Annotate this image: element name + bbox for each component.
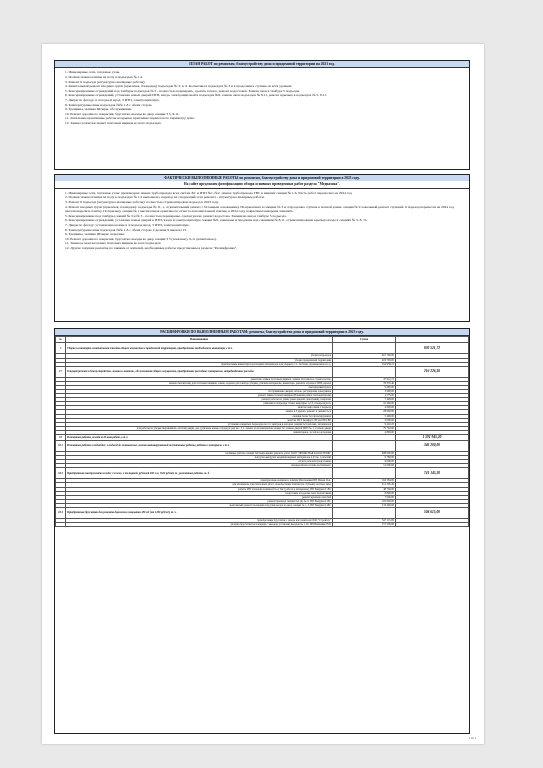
row-number: 17 — [56, 366, 66, 377]
fact-item: 8. Температурные швы подъездов №№ 1-8 с обеих сторон. Сделаны 9 швов из 15. — [65, 227, 187, 232]
row-name: светофорный купол — [66, 385, 333, 389]
col-sum-header: Сумма — [333, 337, 396, 343]
table-row — [56, 508, 469, 519]
plan-item: 9. Трещины, заливка Штыры, обслуживание. — [65, 107, 133, 112]
fact-item: 5. Консервирование под тамбуры секций № 3 и № 5 - полностью переварены, сделан уклон, ремонт водостока. Заменили окна в тамбуре 5 подъезда. — [65, 213, 287, 218]
row-sum: 9 000,00 — [333, 460, 396, 464]
row-number — [56, 523, 66, 527]
fact-item: 10. Ремонт дорожного покрытия, брусчатка, въезды во двор секции 3 5 (локально), 9-11 (капитально). — [65, 236, 217, 241]
decode-section — [54, 328, 470, 734]
row-name: наливные работы секции №6 выполнение ремонта работ ООО "ПРОФСНАБ КАТАСТРОФ" — [66, 452, 333, 456]
row-name: уборка подъездов — [66, 354, 333, 358]
plan-item: 6. Консервирование ограждений, установка новых дверей ИТП, входа, электрощитовой в подъездах №9, замена окон подъездов № 8,11, ремонт крыльца в подъездах № 5, 8,11. — [65, 93, 327, 98]
row-name: Ремонтные работы, исходя из Плана работ, в т.ч. — [66, 435, 333, 441]
row-name: замена смесителей, доп почтовых ящиков, замок, заделка для электро-уборки, уличная материалы, инвентарь, ремонта ограды в ИТП, краска — [66, 381, 333, 385]
fact-item: 3. Ремонт 6 подъезда (штукатурно-малярные работы): полностью отремонтирован подъезд в 2023 году. — [65, 200, 219, 204]
row-sum — [333, 343, 396, 354]
fact-item: 1. Инженерные сети, тепловые узлы: произведена замена трубопровода всех систем ХС и ИТП №1, №2, замена трубопровода ГВС в нижних секции № 1-6. Часть работ перенесена на 2024 год. — [65, 190, 353, 195]
fact-item: 12. Другие текущие ремонты по заявкам от жителей, необходимые работы представлены в разделе "Расшифровка". — [65, 245, 238, 250]
fact-subtitle: На сайте предложим фотофиксацию обзора основных проведенных работ раздела "Медиазона". — [55, 181, 469, 188]
decode-table — [55, 336, 469, 527]
row-sum: 4 600,00 — [333, 406, 396, 410]
fact-section — [54, 174, 470, 322]
row-sum: 165 000,00 — [333, 499, 396, 503]
row-name: подготовка в подложе тепл подготовкой — [66, 491, 333, 495]
row-name: Ремонтные работы в подъездах: в подъезд до монтажных, замена антинарушенной посчитанные работы, работы в материале, в т.ч. — [66, 441, 333, 452]
row-name: установка закрытых подъездов по гос центров в которых секции №9 рабочих, материалов — [66, 422, 333, 426]
row-sum: 3 000,00 — [333, 418, 396, 422]
row-sum: 78 335,40 — [333, 381, 396, 385]
table-row — [56, 366, 469, 377]
plan-item: 7. Двери по фасаду: в 4 подъезд ирод, 3 ИТП, электрощитовую. — [65, 97, 160, 102]
row-sum: 133 400,00 — [333, 503, 396, 507]
fact-item: 6. Консервирование ограждений, установка новых дверей в ИТП, входа и электрощитовую секции №9, заменены и продлены над секциями № 8,11, отремонтированы крыльца входа в секциях № 5, 8, 11. — [65, 218, 368, 223]
table-row — [56, 441, 469, 452]
row-sum: 164 938,72 — [333, 362, 396, 366]
row-sum: 461 790,00 — [333, 354, 396, 358]
row-total: 504 615,00 — [396, 508, 469, 519]
row-name: Текущий ремонт и благоустройство, замена и монтаж, обслуживание общего имущества, приобретение расходных материалов, непредвиденные расходы — [66, 366, 333, 377]
row-sum: 79 702,00 — [333, 426, 396, 430]
plan-item: 12. Замена и монтаж новых почтовых ящиков во всех подъездах. — [65, 120, 162, 125]
plan-section — [54, 60, 470, 170]
row-sum: 7 428,00 — [333, 398, 396, 402]
col-name-header: Наименование — [66, 337, 333, 343]
decode-title: РАСШИФРОВКИ ПО ВЫПОЛНЕННЫМ РАБОТАМ: ремонты, благоустройство дома и придомовой территории в 2023 году. — [55, 329, 469, 336]
row-name: ремонт работы по улице (окна дверей, доводчики), покраски — [66, 398, 333, 402]
row-number: 18.1 — [56, 441, 66, 452]
row-sum: 203 793,00 — [333, 358, 396, 362]
row-name: инвентарное, за тепло расходная — [66, 430, 333, 434]
row-name: Уборка и санитарно-гигиеническая очистка общего имущества в придомовой территории, приобретение необходимого инвентаря, в т.ч. — [66, 343, 333, 354]
row-name: демонтаж замков почтовых ящиков, замена почтовых и строительство — [66, 377, 333, 381]
row-number: 7 — [56, 343, 66, 354]
fact-item: 11. Замена и монтаж новых почтовых ящиков во всех подъездах. — [65, 241, 162, 246]
plan-item: 2. Полная замена плитки на полу в подъездах № 1,2. — [65, 75, 144, 79]
row-sum — [333, 441, 396, 452]
row-sum: 157 500,00 — [333, 523, 396, 527]
fact-list — [55, 189, 469, 253]
plan-title: ПЛАН РАБОТ по ремонтам, благоустройству дома и придомовой территории на 2023 год. — [55, 61, 469, 68]
row-name: приобретение брусчатки с завода изготовителя ООО "Стройтех" — [66, 519, 333, 523]
row-name: монтаж ИСТ Конфорт ЭБ ули ПЕСЕЕ — [66, 418, 333, 422]
row-sum: 164 584,00 — [333, 479, 396, 483]
row-number: 18.2 — [56, 468, 66, 479]
table-row — [56, 343, 469, 354]
row-name: ремонт ливнесточных шифров (Ильиных район теплоцентрали) — [66, 394, 333, 398]
row-total: 830 521,72 — [396, 343, 469, 354]
plan-item: 1. Инженерные сети, тепловые узлы. — [65, 70, 120, 75]
row-name: приобретение инвентаря и расходных материалов для уборки в т.ч. лестниц, промывочная и т.д. — [66, 362, 333, 366]
table-row — [56, 523, 469, 527]
plan-list — [55, 68, 469, 127]
row-sum — [333, 468, 396, 479]
row-total: 1 591 945,20 — [396, 435, 469, 441]
fact-item: 4. Ремонт входных групп (крылечек, площадок): подъезды № 11, 1, 4 (капитальный ремонт с бетонным основанием). На крылечках в секциях № 3 и 4 проделана ступень в полной длине, секции № 9 локальный ремонт ступеней. 6 подъезд перенесли на 2024 год, писали выделить плитку. По крыльцу секции № 1 выстилочная орнатика по отчисто-положительной плитки, в 2024 году покрытием намерены заменить. — [65, 204, 455, 214]
row-sum: 212 295,20 — [333, 483, 396, 487]
row-sum: 1 575,00 — [333, 394, 396, 398]
plan-item: 4. Капитальный ремонт входных групп (крылечек, площадок) подъездов № 3, 4, 9. Косметика в подъездах № 3 и 4 продолжить ступень на всех уровнях. — [65, 84, 293, 89]
row-name: монтажный ремонт площадки погрузки въезда во двор секции № 1, 3, ИП Бакурин С.Ю. — [66, 503, 333, 507]
plan-item: 10. Ремонт дорожного покрытия, брусчатка, въезды во двор секции 3 5, 9-11. — [65, 111, 180, 116]
row-name: погрузка-выгрузка кондиционерных материалов 4.23 по 1 рабочий — [66, 456, 333, 460]
decode-table-body — [56, 343, 469, 527]
row-total: 741 145,20 — [396, 468, 469, 479]
row-total: 346 200,00 — [396, 441, 469, 452]
row-sum: 10 400,00 — [333, 402, 396, 406]
row-sum: 28 900,00 — [333, 410, 396, 414]
table-row — [56, 468, 469, 479]
row-name: Приобретение инструмента исходя: 4 и исхо, в толщиной, рублевой 200 м к, 1642 рублей, т., ремонтные работы, т. д. — [66, 468, 333, 479]
row-name: уборка придомовой территории — [66, 358, 333, 362]
row-sum — [333, 366, 396, 377]
fact-title: ФАКТИЧЕСКИ ВЫПОЛНЕННЫЕ РАБОТЫ по ремонтам, благоустройству дома и придомовой территории в 2023 году. — [55, 175, 469, 181]
row-name: автокрасители столик лестничного — [66, 464, 333, 468]
row-sum — [333, 508, 396, 519]
row-name: гайковки в подъезды этажи, квартиры 1,2,3, 4 подъездах № — [66, 402, 333, 406]
row-name: для материалы для плиточных работ, приобретение плитки (на ступени) частные лица — [66, 483, 333, 487]
row-sum: 347 115,00 — [333, 519, 396, 523]
row-sum: 48 700,00 — [333, 487, 396, 491]
row-number: 18 — [56, 435, 66, 441]
page-number: 1 из 1 — [468, 736, 476, 740]
row-sum: 9 285,00 — [333, 385, 396, 389]
row-name: укладка брусчатки на площади с заводом, установка въездов № 1,10, ИП Ивашенко Н.Р. — [66, 523, 333, 527]
row-name: для работы по уборке выравнивать лестниц двери, дез, (уличные новые ограды) в ряд кас. 3.1. замена на возмещанские новых 52, замена дверей ИТП № 1, 2 замок двери — [66, 426, 333, 430]
fact-item: 9. Трещины, заливка Штыры: заделаны. — [65, 232, 125, 237]
plan-item: 11. Локальные креативные работы на крыше, крепление парапетов по периметру дома. — [65, 116, 195, 121]
plan-item: 5. Консервирование ограждений под тамбуры подъездов № 5 - полностью переварить, сделать теплое, ремонт водостоков. Замена окон в тамбуре 5 подъезда. — [65, 88, 300, 93]
row-sum: 9 410,25 — [333, 422, 396, 426]
fact-item: 2. Полная замена плитки на полу в подъездах № 1,2 выполнено, переход на следующий этап ремонта - штукатурно-малярные работы. — [65, 195, 265, 200]
row-sum: 5 400,00 — [333, 414, 396, 418]
row-name: ремонт крыльца секции №4 (4) №11, ИП Бакурин С.Ю. — [66, 499, 333, 503]
row-name: ремонт крыльца секц №9 — [66, 495, 333, 499]
row-name: окошки более без фольгирующих — [66, 414, 333, 418]
col-num-header: № — [56, 337, 66, 343]
row-total: 216 226,36 — [396, 366, 469, 377]
plan-item: 3. Ремонт 6 подъезда (штукатурно-малярные работы). — [65, 79, 146, 84]
row-name: монтаж окна связи 1 подъезд — [66, 406, 333, 410]
row-sum: 7 000,00 — [333, 495, 396, 499]
row-name: замена в 3 дверях, ремонт в секции № 9 — [66, 410, 333, 414]
row-sum: 3 990,00 — [333, 389, 396, 393]
row-name: Приобретение брусчатки для ремонта дорожного покрытия 450 м2 (от 1200 руб/м2), т. ч. — [66, 508, 333, 519]
fact-item: 7. Двери по фасаду: установлены новые в 4 подъезд ирод, 3 ИТП, электрощитовую. — [65, 222, 190, 227]
row-sum: 4 899,00 — [333, 430, 396, 434]
plan-item: 8. Температурные швы подъездов №№ 1-8 с обеих сторон. — [65, 102, 153, 107]
row-name: приобретение наливного плитки Монтажный ИП Ильин Я.А. — [66, 479, 333, 483]
document-page — [42, 44, 484, 744]
row-number: 18.3 — [56, 508, 66, 519]
row-sum: 47 612,72 — [333, 377, 396, 381]
row-sum: 51 000,00 — [333, 464, 396, 468]
row-sum: 8 800,00 — [333, 491, 396, 495]
row-name: оплата рабочих (подготовка) — [66, 460, 333, 464]
row-total — [396, 523, 469, 527]
row-name: обслуживание дверей, петель, регулировка доводчиков — [66, 389, 333, 393]
row-sum: 9 780,00 — [333, 456, 396, 460]
row-name: работы ИП тепловой наливной № и Тис (работа и материалы), ИП Бакурин С.Ю. — [66, 487, 333, 491]
row-sum: 288 000,00 — [333, 452, 396, 456]
